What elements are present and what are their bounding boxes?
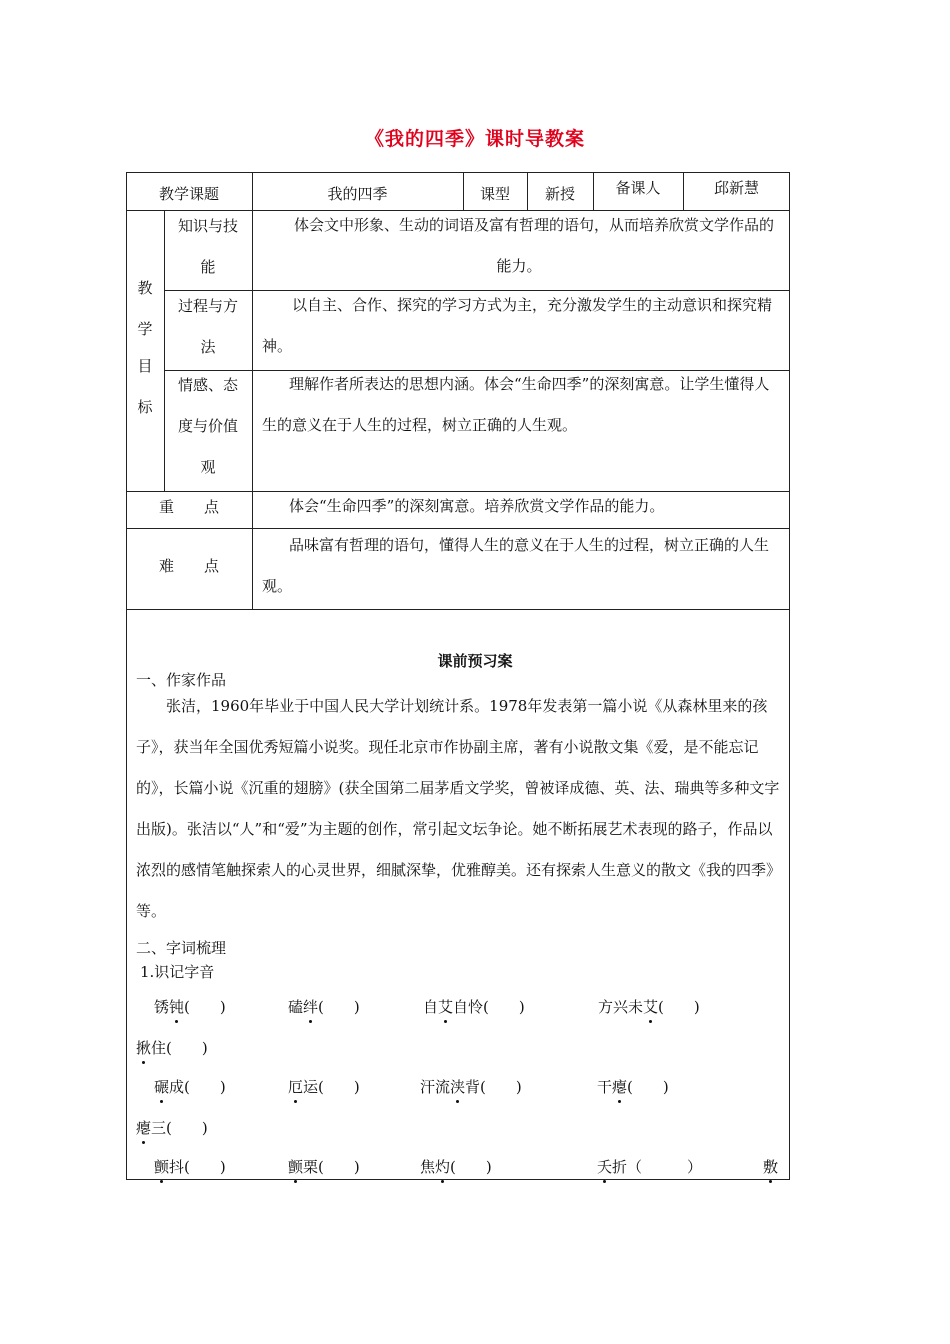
subject-label: 教学课题 xyxy=(158,185,219,203)
emotion-label: 情感、态 xyxy=(177,376,238,394)
pronunciation-heading: 1.识记字音 xyxy=(140,963,215,981)
key-point-text: 体会“生命四季”的深刻寓意。培养欣赏文学作品的能力。 xyxy=(289,497,665,515)
author-paragraph: 张洁，1960年毕业于中国人民大学计划统计系。1978年发表第一篇小说《从森林里来的孩子》，获当年全国优秀短篇小说奖。现任北京市作协副主席，著有小说散文集《爱，是不能忘记的》，长篇小说《沉重的翅膀》(获全国第二届茅盾文学奖，曾被译成德、英、法、瑞典等多种文字出版)。张洁以“人”和“爱”为主题的创作，常引起文坛争论。她不断拓展艺术表现的路子，作品以浓烈的感情笔触探索人的心灵世界，细腻深挚，优雅醇美。还有探索人生意义的散文《我的四季》等。 xyxy=(136,697,780,920)
word-item: 颤抖( ) xyxy=(154,1158,226,1176)
type-value: 新授 xyxy=(544,185,575,203)
table-rule xyxy=(252,172,253,609)
preparer-value: 邱新慧 xyxy=(713,179,759,197)
process-label: 过程与方 xyxy=(177,297,238,315)
knowledge-label: 能 xyxy=(200,258,216,276)
emotion-label: 观 xyxy=(200,458,216,476)
knowledge-label: 知识与技 xyxy=(177,217,238,235)
preparer-label: 备课人 xyxy=(615,179,661,197)
difficulty-text: 品味富有哲理的语句，懂得人生的意义在于人生的过程，树立正确的人生观。 xyxy=(262,536,770,595)
objectives-group-char: 学 xyxy=(137,320,153,338)
word-item: 焦灼( ) xyxy=(420,1158,492,1176)
word-item: 厄运( ) xyxy=(288,1078,360,1096)
objectives-group-char: 目 xyxy=(137,357,153,375)
word-item: 揪住( ) xyxy=(136,1039,208,1057)
process-text: 以自主、合作、探究的学习方式为主，充分激发学生的主动意识和探究精神。 xyxy=(262,296,773,355)
word-item: 夭折（ ） xyxy=(597,1158,703,1176)
objectives-group-char: 教 xyxy=(137,279,153,297)
difficulty-label: 难 点 xyxy=(158,557,219,575)
word-item: 瘪三( ) xyxy=(136,1119,208,1137)
word-item: 敷 xyxy=(763,1158,779,1176)
word-item: 锈钝( ) xyxy=(154,998,226,1016)
objectives-group-char: 标 xyxy=(137,398,153,416)
emotion-label: 度与价值 xyxy=(177,417,238,435)
word-item: 方兴未艾( ) xyxy=(598,998,700,1016)
document-title: 《我的四季》课时导教案 xyxy=(364,128,585,150)
word-item: 汗流浃背( ) xyxy=(420,1078,522,1096)
word-item: 磕绊( ) xyxy=(288,998,360,1016)
section1-heading: 一、作家作品 xyxy=(136,671,227,689)
type-label: 课型 xyxy=(479,185,510,203)
process-label: 法 xyxy=(200,338,216,356)
table-rule xyxy=(126,609,790,610)
emotion-text: 理解作者所表达的思想内涵。体会“生命四季”的深刻寓意。让学生懂得人生的意义在于人生的过程，树立正确的人生观。 xyxy=(262,375,770,434)
knowledge-text: 体会文中形象、生动的词语及富有哲理的语句，从而培养欣赏文学作品的能力。 xyxy=(293,216,774,275)
word-item: 碾成( ) xyxy=(154,1078,226,1096)
preview-title: 课前预习案 xyxy=(437,652,513,670)
word-item: 干瘪( ) xyxy=(597,1078,669,1096)
word-item: 自艾自怜( ) xyxy=(423,998,525,1016)
section2-heading: 二、字词梳理 xyxy=(136,939,227,957)
word-item: 颤栗( ) xyxy=(288,1158,360,1176)
subject-value: 我的四季 xyxy=(327,185,388,203)
key-point-label: 重 点 xyxy=(158,498,219,516)
